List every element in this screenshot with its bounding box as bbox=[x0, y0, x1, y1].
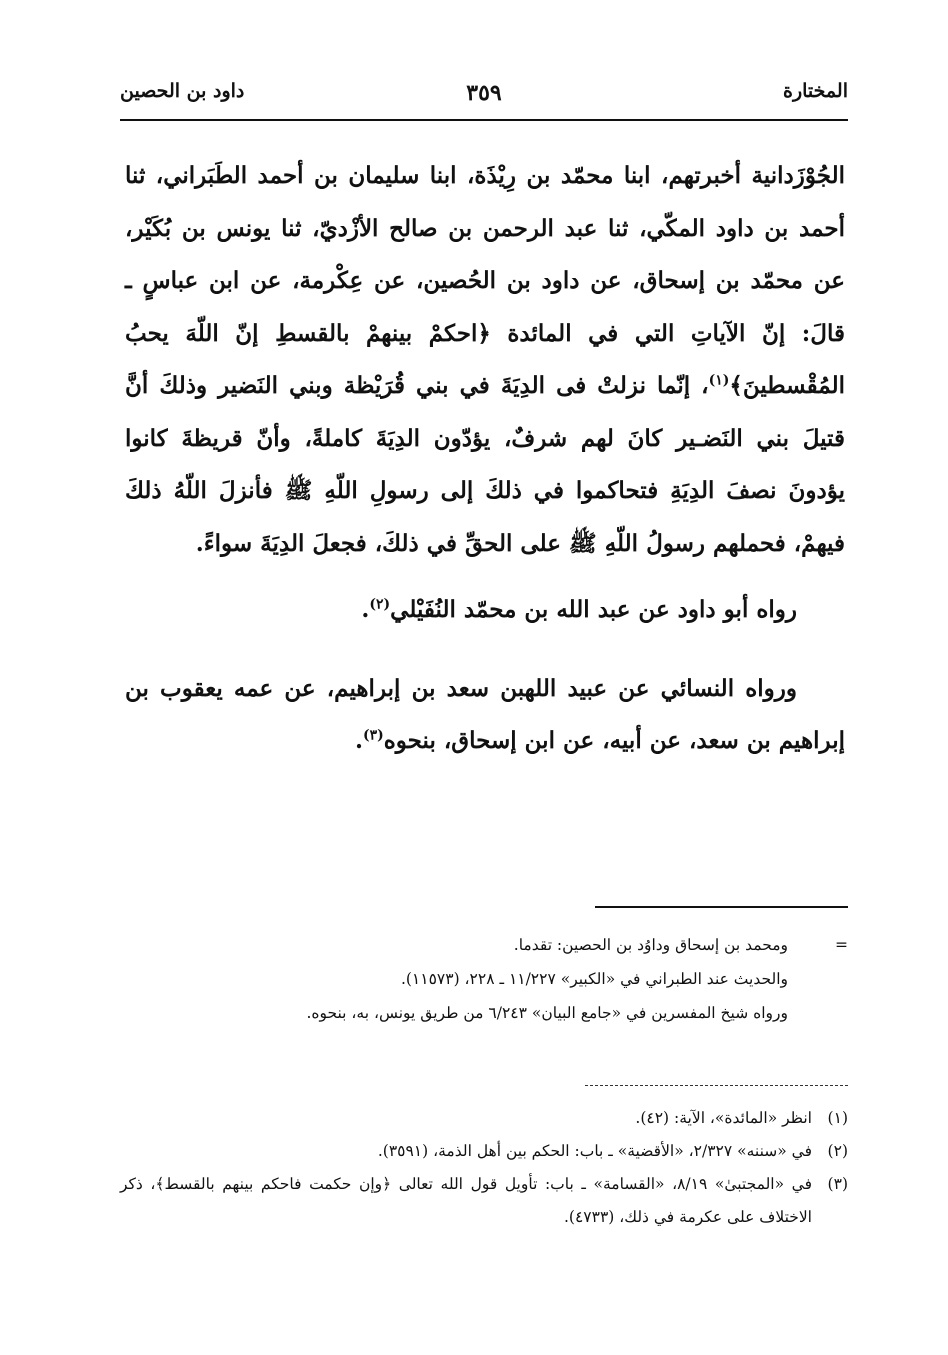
abu-dawud-end: . bbox=[361, 596, 370, 623]
abu-dawud-text: رواه أبو داود عن عبد الله بن محمّد النُفَيْلي bbox=[390, 596, 797, 623]
nasai-paragraph bbox=[125, 663, 845, 768]
continued-footnote bbox=[200, 928, 848, 1030]
footnote-ref-1: (١) bbox=[708, 372, 730, 389]
header-book-title: المختارة bbox=[783, 80, 848, 102]
header-rule bbox=[120, 119, 848, 121]
footnote-text: انظر «المائدة»، الآية: (٤٢). bbox=[635, 1109, 812, 1127]
footnote-dashed-separator bbox=[585, 1085, 848, 1086]
page-number: ٣٥٩ bbox=[466, 80, 502, 106]
continuation-mark: = bbox=[835, 936, 848, 954]
footnote-text: في «المجتبىٰ» ٨/١٩، «القسامة» ـ باب: تأويل قول الله تعالى ﴿وإن حكمت فاحكم بينهم بالقسط﴾، ذكر الاختلاف على عكرمة في ذلك، (٤٧٣٣). bbox=[120, 1175, 812, 1226]
footnote-ref-2: (٢) bbox=[369, 596, 391, 613]
footnote bbox=[120, 1102, 848, 1135]
continued-note-line: ومحمد بن إسحاق وداوُد بن الحصين: تقدما. bbox=[513, 936, 788, 954]
hadith-text-continued: ، إنّما نزلتْ فى الدِيَةَ في بني قُرَيْظة وبني النَضير وذلكَ أنَّ قتيلَ بني النَضـير كانَ لهم شرفٌ، يؤدّون الدِيَةَ كاملةً، وأنّ قريظةَ كانوا يؤدونَ نصفَ الدِيَةِ فتحاكموا في ذلكَ إلى رسولِ اللّهِ ﷺ فأنزلَ اللّهُ ذلكَ فيهمْ، فحملهم رسولُ اللّهِ ﷺ على الحقِّ في ذلكَ، فجعلَ الدِيَةَ سواءً. bbox=[125, 372, 845, 557]
header-section-title: داود بن الحصين bbox=[120, 80, 245, 102]
running-header bbox=[120, 80, 848, 114]
footnote bbox=[120, 1168, 848, 1234]
main-text bbox=[125, 150, 845, 768]
continued-note-line: والحديث عند الطبراني في «الكبير» ١١/٢٢٧ ـ ٢٢٨، (١١٥٧٣). bbox=[400, 970, 788, 988]
footnote-text: في «سننه» ٢/٣٢٧، «الأقضية» ـ باب: الحكم بين أهل الذمة، (٣٥٩١). bbox=[377, 1142, 812, 1160]
abu-dawud-paragraph bbox=[125, 584, 845, 637]
nasai-text: ورواه النسائي عن عبيد اللهبن سعد بن إبراهيم، عن عمه يعقوب بن إبراهيم بن سعد، عن أبيه، عن ابن إسحاق، بنحوه bbox=[125, 674, 845, 754]
footnote-number: (١) bbox=[827, 1109, 848, 1127]
hadith-text: الجُوْزَدانية أخبرتهم، ابنا محمّد بن رِيْذَة، ابنا سليمان بن أحمد الطَبَراني، ثنا أحمد بن داود المكّي، ثنا عبد الرحمن بن صالح الأزْديّ، ثنا يونس بن بُكَيْر، عن محمّد بن إسحاق، عن داود بن الحُصين، عن عِكْرمة، عن ابن عباسٍ ـ قالَ: إنّ الآياتِ التي في المائدة ﴿احكمْ بينهمْ بالقسطِ إنّ اللّهَ يحبُ المُقْسطينَ﴾ bbox=[125, 162, 845, 399]
continued-note-line: ورواه شيخ المفسرين في «جامع البيان» ٦/٢٤٣ من طريق يونس، به، بنحوه. bbox=[306, 1004, 788, 1022]
footnote-number: (٢) bbox=[827, 1142, 848, 1160]
footnotes bbox=[120, 1102, 848, 1234]
hadith-paragraph bbox=[125, 150, 845, 570]
footnote-ref-3: (٣) bbox=[362, 727, 384, 744]
nasai-end: . bbox=[354, 727, 363, 754]
footnote bbox=[120, 1135, 848, 1168]
footnote-separator bbox=[595, 906, 848, 908]
footnote-number: (٣) bbox=[827, 1175, 848, 1193]
